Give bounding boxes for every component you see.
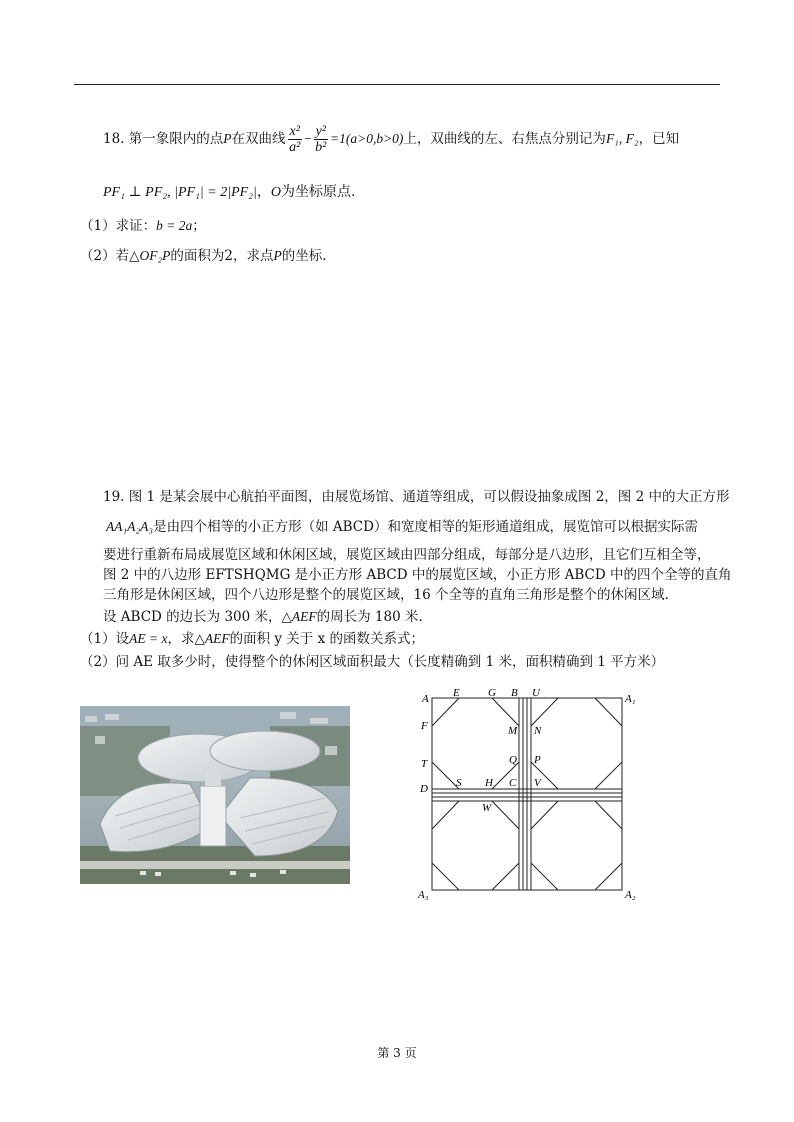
label-C: C (509, 777, 517, 789)
label-F: F (421, 720, 428, 732)
q19-line1: 19. 图 1 是某会展中心航拍平面图，由展览场馆、通道等组成，可以假设抽象成图 2，图 2 中的大正方形 (103, 489, 730, 505)
q19-line4: 图 2 中的八边形 EFTSHQMG 是小正方形 ABCD 中的展览区域，小正方形 ABCD 中的四个全等的直角 (103, 567, 732, 583)
label-W: W (482, 802, 492, 814)
q19-line5: 三角形是休闲区域，四个八边形是整个的展览区域，16 个全等的直角三角形是整个的休闲区域. (103, 587, 669, 603)
figure2-diagram (410, 684, 650, 904)
aerial-photo-illustration (80, 706, 350, 884)
figure1-aerial-photo (80, 706, 350, 884)
label-A2: A₂ (625, 889, 636, 901)
q18-part1: （1）求证：b = 2a； (80, 218, 206, 234)
label-M: M (508, 725, 518, 737)
q18-line2: PF₁ ⊥ PF₂, |PF₁| = 2|PF₂|，O为坐标原点. (103, 184, 356, 200)
q18-line1: 18. 第一象限内的点P在双曲线 $\frac{\text{x²}}{\text{a²}}$ − $\frac{\text{y²}}{\text{b²}}$ =1(a>0,b>0)上，双曲线的左、右焦点分别记为F₁, F₂，已知 (103, 124, 680, 155)
label-V: V (534, 777, 541, 789)
label-A1: A₁ (625, 693, 636, 705)
label-E: E (453, 687, 460, 699)
q19-line3: 要进行重新布局成展览区域和休闲区域，展览区域由四部分组成，每部分是八边形，且它们互相全等， (103, 547, 711, 563)
label-S: S (456, 777, 462, 789)
label-T: T (421, 758, 428, 770)
q19-line6: 设 ABCD 的边长为 300 米，△AEF的周长为 180 米. (103, 609, 423, 625)
square-layout-diagram (410, 684, 650, 904)
q19-part2: （2）问 AE 取多少时，使得整个的休闲区域面积最大（长度精确到 1 米，面积精确到 1 平方米） (80, 654, 665, 670)
fraction-y2-b2: $\frac{\text{y²}}{\text{b²}}$ (315, 124, 327, 155)
q19-part1: （1）设AE = x，求△AEF的面积 y 关于 x 的函数关系式； (80, 631, 424, 647)
label-N: N (534, 725, 542, 737)
label-H: H (485, 777, 493, 789)
label-G: G (488, 687, 496, 699)
q18-part2: （2）若△OF₂P的面积为2，求点P的坐标. (80, 248, 327, 264)
label-Q: Q (509, 754, 517, 766)
q19-line2: AA₁A₂A₃是由四个相等的小正方形（如 ABCD）和宽度相等的矩形通道组成，展览馆可以根据实际需 (106, 519, 698, 535)
label-A: A (422, 693, 429, 705)
header-rule (74, 84, 720, 85)
label-P: P (534, 754, 541, 766)
label-A3: A₃ (418, 889, 429, 901)
page-number: 第 3 页 (377, 1046, 417, 1060)
label-B: B (511, 687, 518, 699)
fraction-x2-a2: $\frac{\text{x²}}{\text{a²}}$ (289, 124, 301, 155)
label-U: U (532, 687, 540, 699)
label-D: D (420, 783, 428, 795)
